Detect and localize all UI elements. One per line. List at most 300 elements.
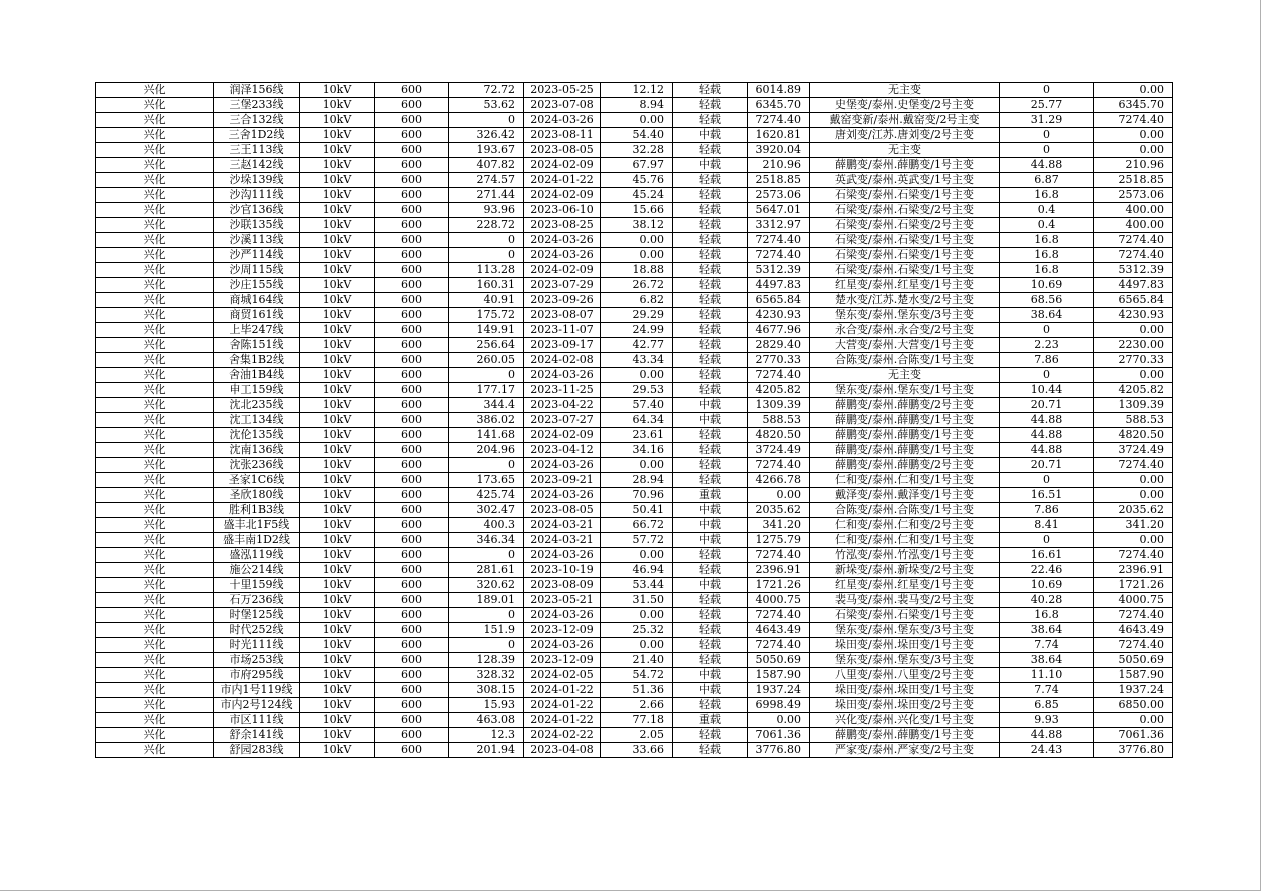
- cell-capacity-value: 5050.69: [1094, 653, 1173, 668]
- cell-max-current: 0: [449, 368, 524, 383]
- cell-available-capacity: 4266.78: [748, 473, 810, 488]
- cell-transformer-load: 44.88: [1000, 413, 1094, 428]
- cell-date: 2023-04-08: [524, 743, 601, 758]
- cell-transformer-load: 16.8: [1000, 188, 1094, 203]
- cell-date: 2024-02-09: [524, 188, 601, 203]
- cell-transformer: 垛田变/泰州.垛田变/2号主变: [810, 698, 1000, 713]
- cell-available-capacity: 2573.06: [748, 188, 810, 203]
- cell-max-current: 160.31: [449, 278, 524, 293]
- cell-transformer: 楚水变/江苏.楚水变/2号主变: [810, 293, 1000, 308]
- cell-available-capacity: 1275.79: [748, 533, 810, 548]
- cell-capacity-value: 6345.70: [1094, 98, 1173, 113]
- cell-transformer: 史堡变/泰州.史堡变/2号主变: [810, 98, 1000, 113]
- cell-load-rate: 0.00: [601, 248, 673, 263]
- cell-max-current: 344.4: [449, 398, 524, 413]
- cell-max-current: 228.72: [449, 218, 524, 233]
- cell-rated-current: 600: [375, 623, 449, 638]
- cell-load-status: 中载: [673, 503, 748, 518]
- cell-feeder-name: 沈伦135线: [214, 428, 300, 443]
- cell-area: 兴化: [96, 728, 214, 743]
- cell-max-current: 0: [449, 608, 524, 623]
- cell-area: 兴化: [96, 383, 214, 398]
- cell-feeder-name: 沙官136线: [214, 203, 300, 218]
- cell-available-capacity: 1937.24: [748, 683, 810, 698]
- cell-rated-current: 600: [375, 458, 449, 473]
- cell-load-status: 轻载: [673, 638, 748, 653]
- cell-feeder-name: 时代252线: [214, 623, 300, 638]
- cell-feeder-name: 舍陈151线: [214, 338, 300, 353]
- cell-rated-current: 600: [375, 743, 449, 758]
- cell-transformer: 石梁变/泰州.石梁变/1号主变: [810, 188, 1000, 203]
- cell-max-current: 189.01: [449, 593, 524, 608]
- cell-date: 2023-04-22: [524, 398, 601, 413]
- cell-area: 兴化: [96, 428, 214, 443]
- cell-area: 兴化: [96, 113, 214, 128]
- table-row: [96, 608, 1173, 623]
- cell-max-current: 93.96: [449, 203, 524, 218]
- cell-voltage-level: 10kV: [300, 638, 375, 653]
- cell-transformer-load: 7.86: [1000, 503, 1094, 518]
- cell-date: 2023-09-17: [524, 338, 601, 353]
- cell-available-capacity: 2829.40: [748, 338, 810, 353]
- cell-available-capacity: 3312.97: [748, 218, 810, 233]
- cell-load-status: 轻载: [673, 653, 748, 668]
- cell-transformer-load: 20.71: [1000, 398, 1094, 413]
- table-row: [96, 338, 1173, 353]
- cell-max-current: 386.02: [449, 413, 524, 428]
- cell-transformer: 兴化变/泰州.兴化变/1号主变: [810, 713, 1000, 728]
- cell-transformer: 薛鹏变/泰州.薛鹏变/1号主变: [810, 443, 1000, 458]
- cell-date: 2023-12-09: [524, 653, 601, 668]
- cell-date: 2023-09-26: [524, 293, 601, 308]
- cell-feeder-name: 申工159线: [214, 383, 300, 398]
- cell-max-current: 193.67: [449, 143, 524, 158]
- cell-area: 兴化: [96, 713, 214, 728]
- cell-voltage-level: 10kV: [300, 278, 375, 293]
- cell-max-current: 320.62: [449, 578, 524, 593]
- cell-rated-current: 600: [375, 143, 449, 158]
- cell-max-current: 281.61: [449, 563, 524, 578]
- cell-available-capacity: 3920.04: [748, 143, 810, 158]
- cell-capacity-value: 341.20: [1094, 518, 1173, 533]
- cell-load-status: 中载: [673, 518, 748, 533]
- table-row: [96, 293, 1173, 308]
- table-row: [96, 218, 1173, 233]
- cell-transformer: 堡东变/泰州.堡东变/3号主变: [810, 623, 1000, 638]
- cell-available-capacity: 1721.26: [748, 578, 810, 593]
- cell-available-capacity: 7061.36: [748, 728, 810, 743]
- cell-load-rate: 53.44: [601, 578, 673, 593]
- cell-load-rate: 8.94: [601, 98, 673, 113]
- cell-capacity-value: 0.00: [1094, 323, 1173, 338]
- cell-feeder-name: 商城164线: [214, 293, 300, 308]
- cell-area: 兴化: [96, 278, 214, 293]
- cell-feeder-name: 舍油1B4线: [214, 368, 300, 383]
- table-row: [96, 533, 1173, 548]
- cell-max-current: 128.39: [449, 653, 524, 668]
- cell-available-capacity: 6565.84: [748, 293, 810, 308]
- cell-area: 兴化: [96, 743, 214, 758]
- table-row: [96, 473, 1173, 488]
- cell-voltage-level: 10kV: [300, 113, 375, 128]
- cell-available-capacity: 7274.40: [748, 638, 810, 653]
- cell-voltage-level: 10kV: [300, 383, 375, 398]
- cell-feeder-name: 市府295线: [214, 668, 300, 683]
- cell-available-capacity: 210.96: [748, 158, 810, 173]
- cell-voltage-level: 10kV: [300, 743, 375, 758]
- table-row: [96, 653, 1173, 668]
- cell-rated-current: 600: [375, 338, 449, 353]
- cell-load-rate: 46.94: [601, 563, 673, 578]
- cell-rated-current: 600: [375, 308, 449, 323]
- cell-max-current: 72.72: [449, 83, 524, 98]
- cell-voltage-level: 10kV: [300, 533, 375, 548]
- cell-transformer-load: 16.61: [1000, 548, 1094, 563]
- cell-capacity-value: 2035.62: [1094, 503, 1173, 518]
- cell-capacity-value: 2518.85: [1094, 173, 1173, 188]
- cell-feeder-name: 舒余141线: [214, 728, 300, 743]
- cell-voltage-level: 10kV: [300, 293, 375, 308]
- cell-feeder-name: 胜利1B3线: [214, 503, 300, 518]
- cell-available-capacity: 6998.49: [748, 698, 810, 713]
- cell-max-current: 113.28: [449, 263, 524, 278]
- cell-max-current: 151.9: [449, 623, 524, 638]
- cell-voltage-level: 10kV: [300, 98, 375, 113]
- cell-available-capacity: 2035.62: [748, 503, 810, 518]
- cell-capacity-value: 210.96: [1094, 158, 1173, 173]
- cell-area: 兴化: [96, 488, 214, 503]
- cell-area: 兴化: [96, 218, 214, 233]
- cell-load-rate: 29.29: [601, 308, 673, 323]
- cell-voltage-level: 10kV: [300, 698, 375, 713]
- cell-load-status: 轻载: [673, 353, 748, 368]
- cell-max-current: 15.93: [449, 698, 524, 713]
- cell-area: 兴化: [96, 203, 214, 218]
- cell-capacity-value: 0.00: [1094, 368, 1173, 383]
- cell-feeder-name: 沙溪113线: [214, 233, 300, 248]
- cell-transformer-load: 16.8: [1000, 233, 1094, 248]
- cell-transformer: 薛鹏变/泰州.薛鹏变/1号主变: [810, 428, 1000, 443]
- table-row: [96, 158, 1173, 173]
- cell-load-rate: 70.96: [601, 488, 673, 503]
- cell-available-capacity: 7274.40: [748, 548, 810, 563]
- cell-area: 兴化: [96, 503, 214, 518]
- cell-transformer: 堡东变/泰州.堡东变/3号主变: [810, 653, 1000, 668]
- cell-feeder-name: 时光111线: [214, 638, 300, 653]
- cell-feeder-name: 沈北235线: [214, 398, 300, 413]
- cell-area: 兴化: [96, 593, 214, 608]
- table-row: [96, 488, 1173, 503]
- cell-transformer: 合陈变/泰州.合陈变/1号主变: [810, 353, 1000, 368]
- cell-load-rate: 66.72: [601, 518, 673, 533]
- cell-transformer-load: 10.44: [1000, 383, 1094, 398]
- cell-feeder-name: 上毕247线: [214, 323, 300, 338]
- cell-available-capacity: 3776.80: [748, 743, 810, 758]
- cell-area: 兴化: [96, 518, 214, 533]
- cell-max-current: 328.32: [449, 668, 524, 683]
- cell-capacity-value: 6565.84: [1094, 293, 1173, 308]
- cell-voltage-level: 10kV: [300, 713, 375, 728]
- cell-load-status: 重载: [673, 488, 748, 503]
- table-row: [96, 248, 1173, 263]
- cell-transformer: 红星变/泰州.红星变/1号主变: [810, 278, 1000, 293]
- cell-rated-current: 600: [375, 608, 449, 623]
- cell-load-status: 轻载: [673, 263, 748, 278]
- cell-load-rate: 77.18: [601, 713, 673, 728]
- cell-voltage-level: 10kV: [300, 473, 375, 488]
- cell-date: 2024-03-26: [524, 248, 601, 263]
- cell-transformer-load: 44.88: [1000, 158, 1094, 173]
- cell-area: 兴化: [96, 83, 214, 98]
- cell-date: 2024-01-22: [524, 683, 601, 698]
- cell-transformer-load: 0: [1000, 533, 1094, 548]
- cell-area: 兴化: [96, 128, 214, 143]
- cell-date: 2024-03-26: [524, 368, 601, 383]
- cell-transformer: 仁和变/泰州.仁和变/2号主变: [810, 518, 1000, 533]
- cell-transformer-load: 40.28: [1000, 593, 1094, 608]
- cell-load-rate: 23.61: [601, 428, 673, 443]
- cell-area: 兴化: [96, 143, 214, 158]
- cell-area: 兴化: [96, 233, 214, 248]
- table-row: [96, 83, 1173, 98]
- cell-load-rate: 33.66: [601, 743, 673, 758]
- cell-max-current: 308.15: [449, 683, 524, 698]
- cell-max-current: 425.74: [449, 488, 524, 503]
- cell-feeder-name: 沙沟111线: [214, 188, 300, 203]
- cell-area: 兴化: [96, 98, 214, 113]
- cell-date: 2024-02-09: [524, 263, 601, 278]
- cell-load-status: 轻载: [673, 593, 748, 608]
- cell-load-status: 轻载: [673, 278, 748, 293]
- cell-date: 2024-03-26: [524, 113, 601, 128]
- cell-max-current: 175.72: [449, 308, 524, 323]
- cell-load-status: 轻载: [673, 308, 748, 323]
- cell-load-status: 轻载: [673, 113, 748, 128]
- cell-load-rate: 0.00: [601, 113, 673, 128]
- cell-available-capacity: 588.53: [748, 413, 810, 428]
- cell-load-status: 轻载: [673, 443, 748, 458]
- cell-load-status: 轻载: [673, 368, 748, 383]
- cell-transformer: 石梁变/泰州.石梁变/2号主变: [810, 218, 1000, 233]
- cell-feeder-name: 施公214线: [214, 563, 300, 578]
- cell-load-status: 中载: [673, 158, 748, 173]
- cell-rated-current: 600: [375, 83, 449, 98]
- cell-load-status: 轻载: [673, 173, 748, 188]
- cell-load-status: 轻载: [673, 338, 748, 353]
- cell-rated-current: 600: [375, 653, 449, 668]
- cell-voltage-level: 10kV: [300, 548, 375, 563]
- cell-max-current: 0: [449, 638, 524, 653]
- table-row: [96, 383, 1173, 398]
- cell-area: 兴化: [96, 548, 214, 563]
- cell-load-status: 轻载: [673, 188, 748, 203]
- cell-transformer: 垛田变/泰州.垛田变/1号主变: [810, 683, 1000, 698]
- cell-capacity-value: 2573.06: [1094, 188, 1173, 203]
- cell-feeder-name: 市内1号119线: [214, 683, 300, 698]
- cell-feeder-name: 市区111线: [214, 713, 300, 728]
- cell-feeder-name: 三王113线: [214, 143, 300, 158]
- cell-voltage-level: 10kV: [300, 458, 375, 473]
- cell-date: 2024-03-26: [524, 548, 601, 563]
- cell-load-rate: 0.00: [601, 608, 673, 623]
- cell-area: 兴化: [96, 368, 214, 383]
- cell-feeder-name: 舍集1B2线: [214, 353, 300, 368]
- cell-load-rate: 0.00: [601, 458, 673, 473]
- cell-date: 2023-11-07: [524, 323, 601, 338]
- cell-rated-current: 600: [375, 128, 449, 143]
- table-row: [96, 458, 1173, 473]
- cell-transformer: 戴窑变新/泰州.戴窑变/2号主变: [810, 113, 1000, 128]
- cell-transformer-load: 38.64: [1000, 623, 1094, 638]
- cell-available-capacity: 1587.90: [748, 668, 810, 683]
- cell-available-capacity: 4820.50: [748, 428, 810, 443]
- cell-feeder-name: 十里159线: [214, 578, 300, 593]
- cell-capacity-value: 2770.33: [1094, 353, 1173, 368]
- cell-load-status: 中载: [673, 413, 748, 428]
- cell-capacity-value: 1587.90: [1094, 668, 1173, 683]
- cell-capacity-value: 0.00: [1094, 533, 1173, 548]
- cell-transformer-load: 2.23: [1000, 338, 1094, 353]
- cell-available-capacity: 6014.89: [748, 83, 810, 98]
- cell-rated-current: 600: [375, 548, 449, 563]
- cell-transformer-load: 44.88: [1000, 728, 1094, 743]
- cell-available-capacity: 2770.33: [748, 353, 810, 368]
- cell-feeder-name: 润泽156线: [214, 83, 300, 98]
- table-row: [96, 518, 1173, 533]
- cell-date: 2024-03-21: [524, 533, 601, 548]
- cell-capacity-value: 1309.39: [1094, 398, 1173, 413]
- cell-available-capacity: 4205.82: [748, 383, 810, 398]
- cell-transformer-load: 16.8: [1000, 248, 1094, 263]
- cell-transformer-load: 25.77: [1000, 98, 1094, 113]
- cell-load-status: 中载: [673, 683, 748, 698]
- cell-capacity-value: 3724.49: [1094, 443, 1173, 458]
- cell-available-capacity: 2518.85: [748, 173, 810, 188]
- cell-transformer: 竹泓变/泰州.竹泓变/1号主变: [810, 548, 1000, 563]
- table-row: [96, 278, 1173, 293]
- cell-load-status: 中载: [673, 668, 748, 683]
- cell-transformer-load: 0: [1000, 473, 1094, 488]
- cell-rated-current: 600: [375, 503, 449, 518]
- cell-voltage-level: 10kV: [300, 578, 375, 593]
- cell-transformer-load: 31.29: [1000, 113, 1094, 128]
- cell-date: 2023-08-25: [524, 218, 601, 233]
- cell-transformer-load: 10.69: [1000, 578, 1094, 593]
- cell-available-capacity: 5312.39: [748, 263, 810, 278]
- cell-transformer-load: 20.71: [1000, 458, 1094, 473]
- cell-load-rate: 0.00: [601, 548, 673, 563]
- cell-rated-current: 600: [375, 188, 449, 203]
- cell-available-capacity: 4677.96: [748, 323, 810, 338]
- cell-feeder-name: 盛丰北1F5线: [214, 518, 300, 533]
- cell-transformer: 石梁变/泰州.石梁变/1号主变: [810, 233, 1000, 248]
- cell-area: 兴化: [96, 158, 214, 173]
- cell-feeder-name: 市场253线: [214, 653, 300, 668]
- cell-load-rate: 42.77: [601, 338, 673, 353]
- cell-load-status: 中载: [673, 533, 748, 548]
- cell-area: 兴化: [96, 668, 214, 683]
- cell-load-status: 轻载: [673, 233, 748, 248]
- cell-date: 2024-02-08: [524, 353, 601, 368]
- cell-load-status: 轻载: [673, 728, 748, 743]
- cell-load-status: 重载: [673, 713, 748, 728]
- cell-capacity-value: 3776.80: [1094, 743, 1173, 758]
- cell-load-status: 轻载: [673, 293, 748, 308]
- cell-transformer: 无主变: [810, 83, 1000, 98]
- table-row: [96, 563, 1173, 578]
- cell-load-rate: 21.40: [601, 653, 673, 668]
- cell-transformer: 薛鹏变/泰州.薛鹏变/2号主变: [810, 458, 1000, 473]
- cell-rated-current: 600: [375, 413, 449, 428]
- cell-date: 2024-02-22: [524, 728, 601, 743]
- cell-rated-current: 600: [375, 488, 449, 503]
- cell-rated-current: 600: [375, 668, 449, 683]
- cell-transformer-load: 0.4: [1000, 218, 1094, 233]
- table-row: [96, 368, 1173, 383]
- cell-area: 兴化: [96, 458, 214, 473]
- cell-date: 2023-12-09: [524, 623, 601, 638]
- cell-capacity-value: 4497.83: [1094, 278, 1173, 293]
- cell-voltage-level: 10kV: [300, 308, 375, 323]
- cell-area: 兴化: [96, 263, 214, 278]
- cell-rated-current: 600: [375, 563, 449, 578]
- cell-available-capacity: 6345.70: [748, 98, 810, 113]
- cell-transformer-load: 6.87: [1000, 173, 1094, 188]
- cell-date: 2023-04-12: [524, 443, 601, 458]
- table-row: [96, 623, 1173, 638]
- cell-load-rate: 12.12: [601, 83, 673, 98]
- cell-load-rate: 0.00: [601, 368, 673, 383]
- cell-transformer-load: 0: [1000, 143, 1094, 158]
- cell-date: 2024-02-05: [524, 668, 601, 683]
- cell-date: 2024-01-22: [524, 173, 601, 188]
- cell-area: 兴化: [96, 323, 214, 338]
- cell-transformer-load: 16.51: [1000, 488, 1094, 503]
- cell-voltage-level: 10kV: [300, 143, 375, 158]
- table-row: [96, 128, 1173, 143]
- cell-load-status: 中载: [673, 128, 748, 143]
- cell-area: 兴化: [96, 698, 214, 713]
- cell-area: 兴化: [96, 188, 214, 203]
- cell-transformer-load: 16.8: [1000, 608, 1094, 623]
- cell-load-rate: 50.41: [601, 503, 673, 518]
- cell-voltage-level: 10kV: [300, 428, 375, 443]
- cell-max-current: 0: [449, 458, 524, 473]
- table-row: [96, 428, 1173, 443]
- cell-capacity-value: 400.00: [1094, 203, 1173, 218]
- cell-area: 兴化: [96, 353, 214, 368]
- cell-available-capacity: 341.20: [748, 518, 810, 533]
- table-row: [96, 98, 1173, 113]
- cell-max-current: 400.3: [449, 518, 524, 533]
- cell-load-rate: 29.53: [601, 383, 673, 398]
- cell-voltage-level: 10kV: [300, 518, 375, 533]
- cell-transformer: 无主变: [810, 143, 1000, 158]
- cell-capacity-value: 7274.40: [1094, 548, 1173, 563]
- cell-load-status: 轻载: [673, 383, 748, 398]
- cell-feeder-name: 沈南136线: [214, 443, 300, 458]
- cell-voltage-level: 10kV: [300, 653, 375, 668]
- cell-feeder-name: 沙垛139线: [214, 173, 300, 188]
- cell-date: 2023-06-10: [524, 203, 601, 218]
- cell-load-rate: 38.12: [601, 218, 673, 233]
- cell-available-capacity: 4000.75: [748, 593, 810, 608]
- cell-rated-current: 600: [375, 203, 449, 218]
- cell-voltage-level: 10kV: [300, 413, 375, 428]
- cell-available-capacity: 7274.40: [748, 113, 810, 128]
- cell-available-capacity: 7274.40: [748, 233, 810, 248]
- cell-rated-current: 600: [375, 248, 449, 263]
